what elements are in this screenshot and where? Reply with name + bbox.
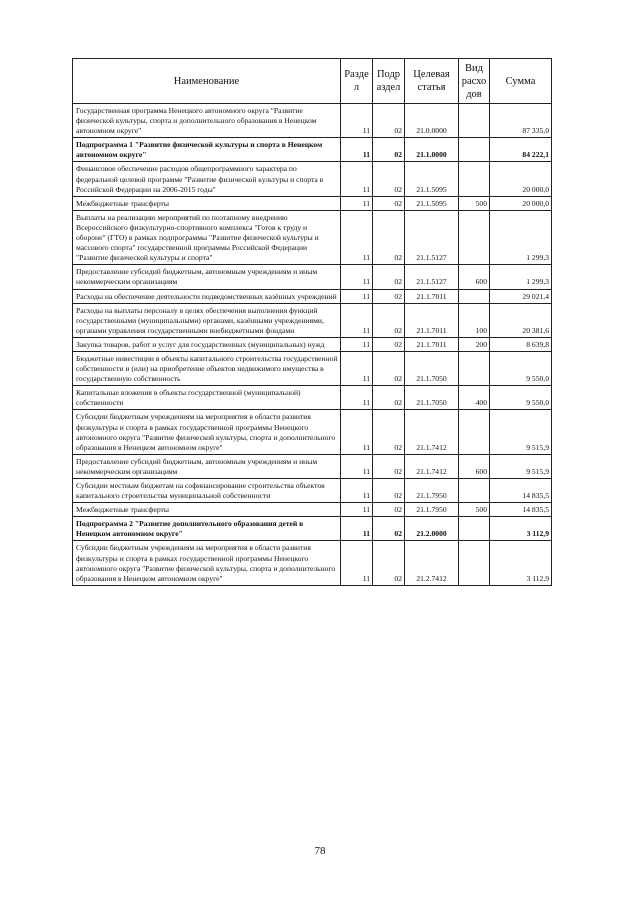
row-target-article: 21.1.5095	[405, 196, 459, 210]
table-row	[73, 454, 552, 478]
row-target-article: 21.1.7011	[405, 289, 459, 303]
row-target-article: 21.0.0000	[405, 104, 459, 138]
row-expense-type	[459, 351, 490, 385]
table-row	[73, 210, 552, 264]
row-subsection: 02	[373, 138, 405, 162]
row-section: 11	[341, 479, 373, 503]
row-subsection: 02	[373, 210, 405, 264]
table-row	[73, 386, 552, 410]
row-name: Межбюджетные трансферты	[73, 503, 341, 517]
row-name: Финансовое обеспечение расходов общепрограммного характера по федеральной целевой программе "Развитие физической культуры и спорта в Российской Федерации на 2006-2015 годы"	[73, 162, 341, 196]
row-target-article: 21.1.7950	[405, 503, 459, 517]
row-subsection: 02	[373, 479, 405, 503]
table-row	[73, 138, 552, 162]
row-subsection: 02	[373, 289, 405, 303]
row-name: Межбюджетные трансферты	[73, 196, 341, 210]
table-row	[73, 303, 552, 337]
row-section: 11	[341, 162, 373, 196]
row-amount: 14 835,5	[490, 503, 552, 517]
row-expense-type	[459, 541, 490, 585]
row-amount: 20 381,6	[490, 303, 552, 337]
row-section: 11	[341, 210, 373, 264]
row-expense-type	[459, 104, 490, 138]
row-name: Подпрограмма 2 "Развитие дополнительного образования детей в Ненецком автономном округе"	[73, 517, 341, 541]
row-target-article: 21.1.7950	[405, 479, 459, 503]
table-row	[73, 162, 552, 196]
header-target-article: Целевая статья	[405, 59, 459, 104]
row-expense-type: 500	[459, 503, 490, 517]
row-amount: 1 299,3	[490, 265, 552, 289]
row-section: 11	[341, 138, 373, 162]
table-row	[73, 517, 552, 541]
table-row	[73, 503, 552, 517]
row-expense-type	[459, 479, 490, 503]
row-section: 11	[341, 386, 373, 410]
row-section: 11	[341, 104, 373, 138]
row-section: 11	[341, 351, 373, 385]
row-name: Выплаты на реализацию мероприятий по поэтапному внедрению Всероссийского физкультурно-спортивного комплекса "Готов к труду и обороне" (ГТО) в рамках подпрограммы "Развитие физической культуры и массового спорта" государственной программы Российской Федерации "Развитие физической культуры и спорта"	[73, 210, 341, 264]
row-target-article: 21.1.7412	[405, 410, 459, 454]
row-name: Субсидии бюджетным учреждениям на мероприятия в области развития физкультуры и спорта в рамках государственной программы Ненецкого автономного округа "Развитие физической культуры, спорта и дополнительного образования в Ненецком автономном округе"	[73, 541, 341, 585]
row-amount: 9 550,0	[490, 386, 552, 410]
row-name: Предоставление субсидий бюджетным, автономным учреждениям и иным некоммерческим организациям	[73, 454, 341, 478]
row-subsection: 02	[373, 104, 405, 138]
row-target-article: 21.1.5127	[405, 265, 459, 289]
row-amount: 20 000,0	[490, 196, 552, 210]
header-subsection: Подр аздел	[373, 59, 405, 104]
row-section: 11	[341, 541, 373, 585]
row-expense-type: 200	[459, 337, 490, 351]
budget-table	[72, 58, 552, 586]
row-subsection: 02	[373, 162, 405, 196]
row-amount: 9 550,0	[490, 351, 552, 385]
table-row	[73, 337, 552, 351]
row-subsection: 02	[373, 196, 405, 210]
row-subsection: 02	[373, 503, 405, 517]
table-row	[73, 479, 552, 503]
page-number: 78	[314, 845, 326, 857]
row-amount: 9 515,9	[490, 410, 552, 454]
row-name: Расходы на обеспечение деятельности подведомственных казённых учреждений	[73, 289, 341, 303]
row-subsection: 02	[373, 517, 405, 541]
header-amount: Сумма	[490, 59, 552, 104]
row-amount: 8 639,8	[490, 337, 552, 351]
row-target-article: 21.1.7050	[405, 386, 459, 410]
row-section: 11	[341, 337, 373, 351]
row-section: 11	[341, 503, 373, 517]
row-section: 11	[341, 517, 373, 541]
row-amount: 20 000,0	[490, 162, 552, 196]
row-expense-type	[459, 289, 490, 303]
row-name: Расходы на выплаты персоналу в целях обеспечения выполнения функций государственными (муниципальными) органами, казёнными учреждениями, органами управления государственными внебюджетными фондами	[73, 303, 341, 337]
row-name: Субсидии бюджетным учреждениям на мероприятия в области развития физкультуры и спорта в рамках государственной программы Ненецкого автономного округа "Развитие физической культуры, спорта и дополнительного образования в Ненецком автономном округе"	[73, 410, 341, 454]
row-subsection: 02	[373, 265, 405, 289]
row-target-article: 21.1.5095	[405, 162, 459, 196]
row-target-article: 21.2.0000	[405, 517, 459, 541]
table-row	[73, 541, 552, 585]
table-body	[73, 104, 552, 586]
row-subsection: 02	[373, 351, 405, 385]
row-expense-type	[459, 138, 490, 162]
row-target-article: 21.1.7412	[405, 454, 459, 478]
row-target-article: 21.1.5127	[405, 210, 459, 264]
header-name: Наименование	[73, 59, 341, 104]
row-name: Предоставление субсидий бюджетным, автономным учреждениям и иным некоммерческим организациям	[73, 265, 341, 289]
header-expense-type: Вид расхо дов	[459, 59, 490, 104]
row-expense-type: 500	[459, 196, 490, 210]
row-target-article: 21.1.7011	[405, 337, 459, 351]
row-expense-type: 100	[459, 303, 490, 337]
row-name: Капитальные вложения в объекты государственной (муниципальной) собственности	[73, 386, 341, 410]
table-header-row	[73, 59, 552, 104]
row-expense-type	[459, 410, 490, 454]
row-section: 11	[341, 289, 373, 303]
row-name: Государственная программа Ненецкого автономного округа "Развитие физической культуры, спорта и дополнительного образования в Ненецком автономном округе"	[73, 104, 341, 138]
row-expense-type: 600	[459, 454, 490, 478]
row-expense-type: 400	[459, 386, 490, 410]
row-target-article: 21.1.7050	[405, 351, 459, 385]
header-section: Разде л	[341, 59, 373, 104]
row-amount: 87 335,0	[490, 104, 552, 138]
table-row	[73, 265, 552, 289]
table-row	[73, 104, 552, 138]
row-amount: 1 299,3	[490, 210, 552, 264]
row-section: 11	[341, 265, 373, 289]
table-row	[73, 351, 552, 385]
row-section: 11	[341, 196, 373, 210]
row-subsection: 02	[373, 337, 405, 351]
row-expense-type	[459, 162, 490, 196]
row-amount: 14 835,5	[490, 479, 552, 503]
row-target-article: 21.1.7011	[405, 303, 459, 337]
row-subsection: 02	[373, 303, 405, 337]
row-section: 11	[341, 454, 373, 478]
row-name: Бюджетные инвестиции в объекты капитального строительства государственной собственности и (или) на приобретение объектов недвижимого имущества в государственную собственность	[73, 351, 341, 385]
row-subsection: 02	[373, 541, 405, 585]
table-row	[73, 196, 552, 210]
row-expense-type: 600	[459, 265, 490, 289]
row-amount: 84 222,1	[490, 138, 552, 162]
row-name: Закупка товаров, работ и услуг для государственных (муниципальных) нужд	[73, 337, 341, 351]
row-amount: 3 112,9	[490, 541, 552, 585]
row-expense-type	[459, 210, 490, 264]
row-section: 11	[341, 303, 373, 337]
table-row	[73, 289, 552, 303]
row-amount: 3 112,9	[490, 517, 552, 541]
row-name: Подпрограмма 1 "Развитие физической культуры и спорта в Ненецком автономном округе"	[73, 138, 341, 162]
row-amount: 29 021,4	[490, 289, 552, 303]
row-amount: 9 515,9	[490, 454, 552, 478]
row-target-article: 21.1.0000	[405, 138, 459, 162]
row-expense-type	[459, 517, 490, 541]
row-subsection: 02	[373, 386, 405, 410]
row-subsection: 02	[373, 410, 405, 454]
row-target-article: 21.2.7412	[405, 541, 459, 585]
row-section: 11	[341, 410, 373, 454]
table-row	[73, 410, 552, 454]
row-subsection: 02	[373, 454, 405, 478]
row-name: Субсидии местным бюджетам на софинансирование строительства объектов капитального строительства муниципальной собственности	[73, 479, 341, 503]
